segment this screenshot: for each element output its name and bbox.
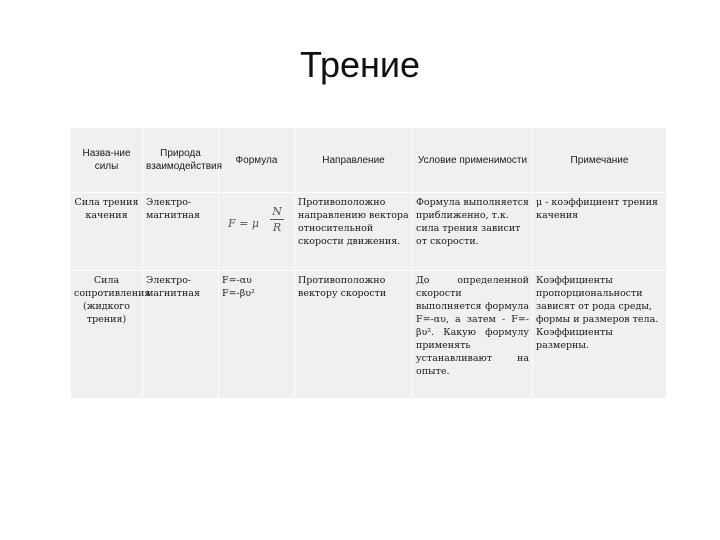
formula-denominator: R [272,221,282,234]
header-direction: Направление [295,128,413,193]
row-formula [219,193,295,271]
table-row [71,193,667,271]
friction-table [70,127,667,399]
formula-line: F=-βυ² [222,288,255,299]
formula-fraction [270,205,284,234]
row-note: Коэффициенты пропорциональности зависят от рода среды, формы и размеров тела. Коэффициенты размерны. [533,271,667,399]
slide-title: Трение [299,44,421,85]
row-condition: До определенной скорости выполняется формула F=-αυ, а затем - F=-βυ². Какую формулу применять устанавливают на опыте. [413,271,533,399]
header-row [71,128,667,193]
formula-lhs: F = μ [228,217,259,230]
header-condition: Условие применимости [413,128,533,193]
row-nature: Электро-магнитная [143,271,219,399]
header-nature: Природа взаимодействия [143,128,219,193]
row-name: Сила трения качения [71,193,143,271]
row-name: Сила сопротивления (жидкого трения) [71,271,143,399]
row-condition: Формула выполняется приближенно, т.к. сила трения зависит от скорости. [413,193,533,271]
row-formula [219,271,295,399]
row-nature: Электро-магнитная [143,193,219,271]
header-formula: Формула [219,128,295,193]
row-direction: Противоположно направлению вектора относительной скорости движения. [295,193,413,271]
formula-numerator: N [272,205,282,218]
row-note: μ - коэффициент трения качения [533,193,667,271]
header-note: Примечание [533,128,667,193]
formula-line: F=-αυ [222,275,252,286]
header-name: Назва-ние силы [71,128,143,193]
row-direction: Противоположно вектору скорости [295,271,413,399]
table-row [71,271,667,399]
